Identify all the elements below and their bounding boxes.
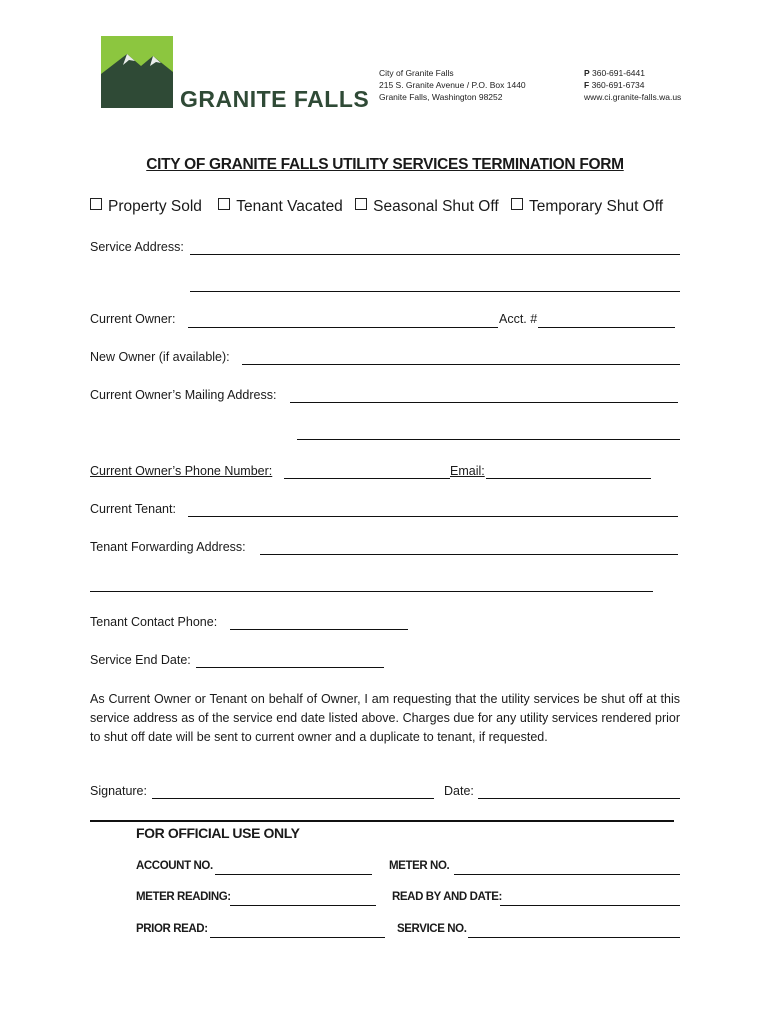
current-tenant-field[interactable] bbox=[188, 516, 678, 517]
tenant-phone-label: Tenant Contact Phone: bbox=[90, 615, 218, 629]
phone-number: 360-691-6441 bbox=[592, 68, 645, 78]
option-temporary-shut-off[interactable] bbox=[511, 198, 663, 216]
city-contact bbox=[584, 67, 681, 103]
tenant-forwarding-field[interactable] bbox=[260, 554, 678, 555]
address-line-2: 215 S. Granite Avenue / P.O. Box 1440 bbox=[379, 80, 526, 90]
current-tenant-label: Current Tenant: bbox=[90, 502, 176, 516]
option-label: Property Sold bbox=[108, 198, 202, 215]
owner-phone-field[interactable] bbox=[284, 478, 450, 479]
signature-field[interactable] bbox=[152, 798, 434, 799]
official-use-title: FOR OFFICIAL USE ONLY bbox=[136, 825, 300, 841]
termination-reason-options bbox=[90, 198, 663, 216]
checkbox-icon[interactable] bbox=[90, 198, 102, 210]
mailing-address-field[interactable] bbox=[290, 402, 678, 403]
tenant-phone-field[interactable] bbox=[230, 629, 408, 630]
current-owner-label: Current Owner: bbox=[90, 312, 176, 326]
owner-phone-label: Current Owner’s Phone Number: bbox=[90, 464, 273, 478]
meter-reading-label: METER READING: bbox=[136, 891, 231, 903]
authorization-statement: As Current Owner or Tenant on behalf of Owner, I am requesting that the utility services be shut off at this service address as of the service end date listed above. Charges due for any utility services rendered prior to shut off date will be sent to current owner and a duplicate to tenant, if requested. bbox=[90, 692, 680, 744]
phone-line bbox=[584, 67, 681, 79]
service-address-label: Service Address: bbox=[90, 240, 184, 254]
new-owner-label: New Owner (if available): bbox=[90, 350, 230, 364]
meter-no-label: METER NO. bbox=[389, 860, 450, 872]
checkbox-icon[interactable] bbox=[355, 198, 367, 210]
date-label: Date: bbox=[444, 784, 474, 798]
fax-prefix: F bbox=[584, 80, 590, 90]
prior-read-label: PRIOR READ: bbox=[136, 923, 208, 935]
date-field[interactable] bbox=[478, 798, 680, 799]
acct-number-field[interactable] bbox=[538, 327, 675, 328]
address-line-3: Granite Falls, Washington 98252 bbox=[379, 92, 503, 102]
meter-reading-field[interactable] bbox=[230, 905, 376, 906]
option-property-sold[interactable] bbox=[90, 198, 202, 216]
email-field[interactable] bbox=[486, 478, 651, 479]
service-no-field[interactable] bbox=[468, 937, 680, 938]
signature-label: Signature: bbox=[90, 784, 147, 798]
mailing-address-field-line-2[interactable] bbox=[297, 439, 680, 440]
account-no-label: ACCOUNT NO. bbox=[136, 860, 213, 872]
read-by-date-field[interactable] bbox=[500, 905, 680, 906]
section-divider bbox=[90, 820, 674, 822]
service-end-date-label: Service End Date: bbox=[90, 653, 191, 667]
logo-text: GRANITE FALLS bbox=[180, 86, 370, 112]
meter-no-field[interactable] bbox=[454, 874, 680, 875]
service-address-field[interactable] bbox=[190, 254, 680, 255]
prior-read-field[interactable] bbox=[210, 937, 385, 938]
tenant-forwarding-label: Tenant Forwarding Address: bbox=[90, 540, 246, 554]
current-owner-field[interactable] bbox=[188, 327, 498, 328]
mailing-address-label: Current Owner’s Mailing Address: bbox=[90, 388, 277, 402]
option-label: Tenant Vacated bbox=[236, 198, 343, 215]
phone-prefix: P bbox=[584, 68, 590, 78]
city-address bbox=[379, 67, 526, 103]
acct-label: Acct. # bbox=[499, 312, 538, 326]
checkbox-icon[interactable] bbox=[218, 198, 230, 210]
option-label: Seasonal Shut Off bbox=[373, 198, 499, 215]
option-tenant-vacated[interactable] bbox=[218, 198, 343, 216]
service-end-date-field[interactable] bbox=[196, 667, 384, 668]
website: www.ci.granite-falls.wa.us bbox=[584, 92, 682, 102]
new-owner-field[interactable] bbox=[242, 364, 680, 365]
address-line-1: City of Granite Falls bbox=[379, 68, 454, 78]
fax-line bbox=[584, 79, 681, 91]
option-label: Temporary Shut Off bbox=[528, 198, 664, 215]
email-label: Email: bbox=[450, 464, 485, 478]
read-by-date-label: READ BY AND DATE: bbox=[392, 891, 502, 903]
form-title: CITY OF GRANITE FALLS UTILITY SERVICES TERMINATION FORM bbox=[146, 156, 624, 173]
service-no-label: SERVICE NO. bbox=[397, 923, 467, 935]
option-seasonal-shut-off[interactable] bbox=[355, 198, 499, 216]
service-address-field-line-2[interactable] bbox=[190, 291, 680, 292]
fax-number: 360-691-6734 bbox=[591, 80, 645, 90]
account-no-field[interactable] bbox=[215, 874, 372, 875]
tenant-forwarding-field-line-2[interactable] bbox=[90, 591, 653, 592]
checkbox-icon[interactable] bbox=[511, 198, 523, 210]
